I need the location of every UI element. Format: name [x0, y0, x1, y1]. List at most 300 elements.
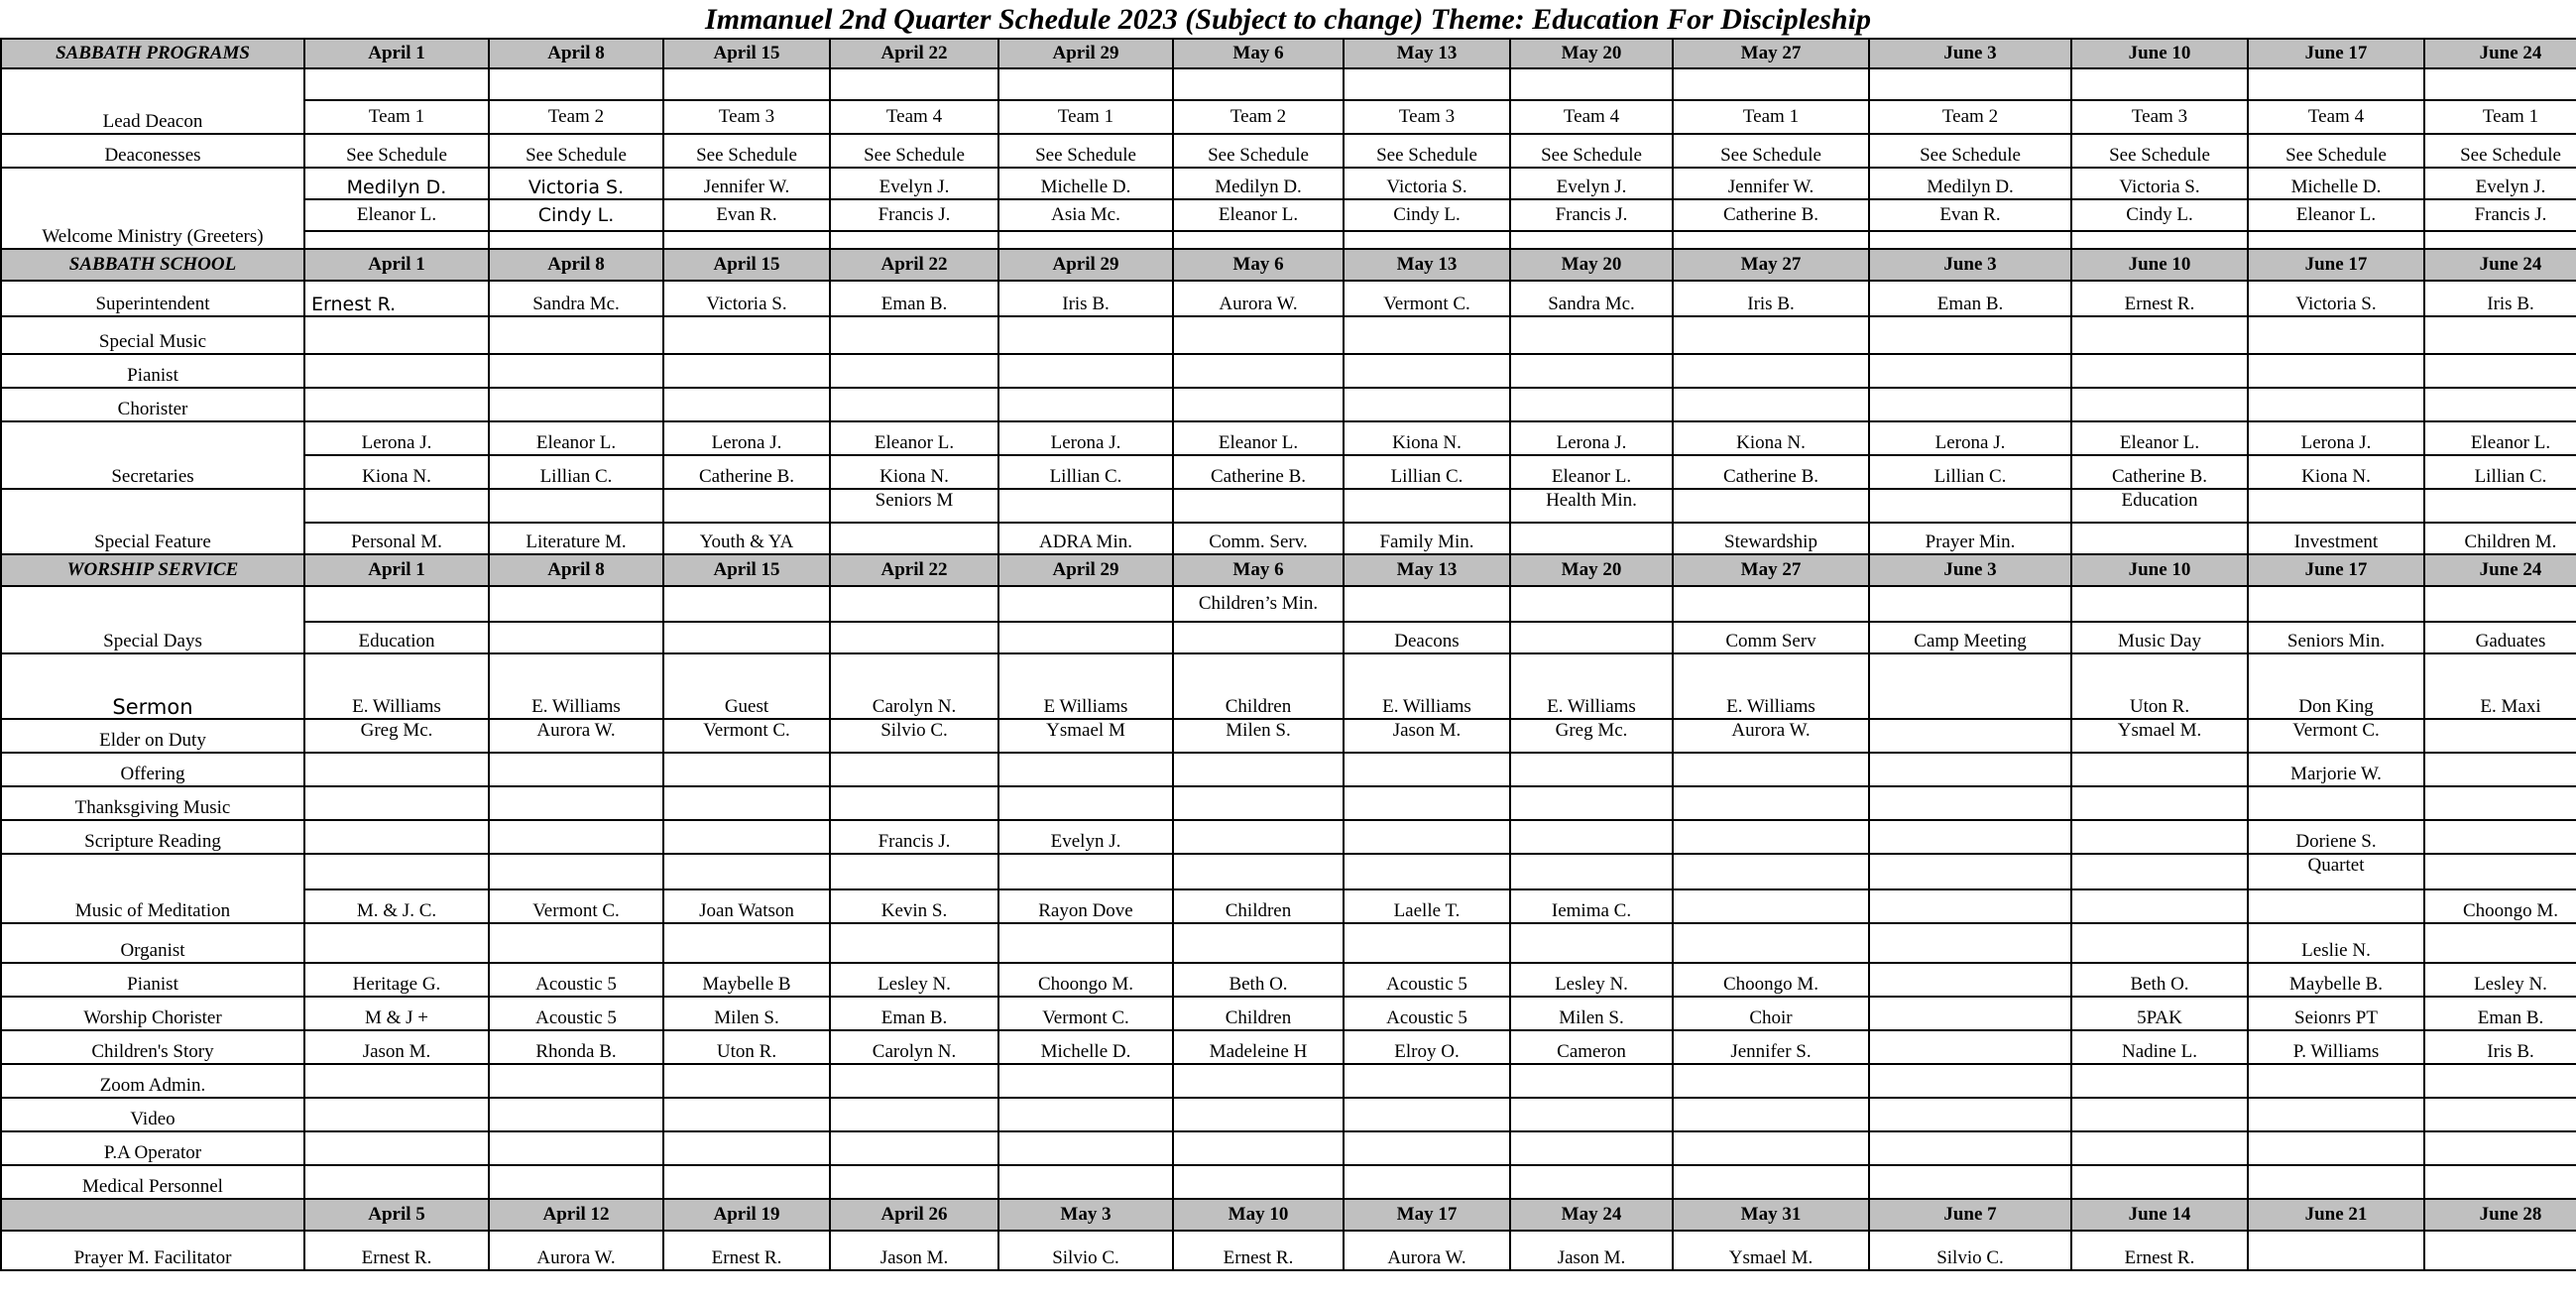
- schedule-table: [0, 38, 2576, 1271]
- schedule-cell: Camp Meeting: [1869, 622, 2071, 653]
- date-header: May 10: [1173, 1199, 1344, 1231]
- schedule-cell: 5PAK: [2071, 997, 2248, 1030]
- schedule-cell: E Williams: [998, 653, 1173, 719]
- row-label: Thanksgiving Music: [1, 786, 304, 820]
- table-row: [1, 455, 2576, 489]
- schedule-cell: Acoustic 5: [1344, 997, 1510, 1030]
- schedule-cell: [304, 923, 489, 963]
- schedule-cell: See Schedule: [663, 134, 830, 168]
- schedule-cell: [830, 586, 998, 622]
- schedule-cell: [830, 1098, 998, 1131]
- schedule-cell: See Schedule: [2071, 134, 2248, 168]
- schedule-cell: Rhonda B.: [489, 1030, 663, 1064]
- schedule-cell: [1510, 753, 1673, 786]
- row-label: Deaconesses: [1, 134, 304, 168]
- schedule-cell: [830, 622, 998, 653]
- schedule-cell: Kiona N.: [1673, 421, 1869, 455]
- schedule-cell: See Schedule: [2424, 134, 2576, 168]
- schedule-cell: [489, 231, 663, 249]
- schedule-cell: Evelyn J.: [1510, 168, 1673, 199]
- schedule-cell: [2424, 586, 2576, 622]
- schedule-cell: [998, 1064, 1173, 1098]
- date-header: June 10: [2071, 554, 2248, 586]
- schedule-cell: Carolyn N.: [830, 1030, 998, 1064]
- schedule-cell: [2424, 68, 2576, 100]
- schedule-cell: [489, 923, 663, 963]
- schedule-cell: Vermont C.: [998, 997, 1173, 1030]
- schedule-cell: [1173, 388, 1344, 421]
- schedule-cell: Guest: [663, 653, 830, 719]
- schedule-cell: Quartet: [2248, 854, 2424, 889]
- schedule-cell: [998, 786, 1173, 820]
- schedule-cell: [998, 354, 1173, 388]
- date-header: April 12: [489, 1199, 663, 1231]
- date-header: April 22: [830, 249, 998, 281]
- date-header: June 24: [2424, 249, 2576, 281]
- schedule-cell: Michelle D.: [998, 168, 1173, 199]
- schedule-cell: Education: [2071, 489, 2248, 523]
- schedule-cell: [830, 231, 998, 249]
- schedule-cell: [2071, 523, 2248, 554]
- section-title: WORSHIP SERVICE: [1, 554, 304, 586]
- schedule-cell: Aurora W.: [489, 1231, 663, 1270]
- table-row: [1, 719, 2576, 753]
- schedule-cell: Children’s Min.: [1173, 586, 1344, 622]
- schedule-cell: [1344, 786, 1510, 820]
- schedule-cell: Ysmael M.: [1673, 1231, 1869, 1270]
- schedule-cell: [1510, 1098, 1673, 1131]
- schedule-cell: [2424, 854, 2576, 889]
- schedule-cell: [1510, 68, 1673, 100]
- schedule-cell: Francis J.: [830, 199, 998, 231]
- date-header: May 20: [1510, 554, 1673, 586]
- schedule-cell: Cindy L.: [489, 199, 663, 231]
- schedule-cell: [998, 923, 1173, 963]
- schedule-cell: [2248, 489, 2424, 523]
- schedule-cell: [1173, 1131, 1344, 1165]
- schedule-cell: [1869, 388, 2071, 421]
- schedule-cell: Maybelle B.: [2248, 963, 2424, 997]
- schedule-cell: E. Williams: [304, 653, 489, 719]
- schedule-cell: [1869, 1030, 2071, 1064]
- schedule-cell: See Schedule: [998, 134, 1173, 168]
- schedule-cell: [1510, 388, 1673, 421]
- schedule-cell: Victoria S.: [1344, 168, 1510, 199]
- schedule-cell: [1344, 854, 1510, 889]
- schedule-cell: [663, 753, 830, 786]
- schedule-cell: [2071, 1165, 2248, 1199]
- schedule-cell: Ernest R.: [2071, 281, 2248, 316]
- date-header: May 6: [1173, 39, 1344, 68]
- schedule-cell: Lillian C.: [1344, 455, 1510, 489]
- row-label: Welcome Ministry (Greeters): [1, 168, 304, 249]
- schedule-cell: [1173, 1165, 1344, 1199]
- schedule-cell: Asia Mc.: [998, 199, 1173, 231]
- schedule-cell: [1673, 786, 1869, 820]
- schedule-cell: [830, 786, 998, 820]
- schedule-cell: [489, 854, 663, 889]
- schedule-cell: [663, 586, 830, 622]
- schedule-cell: Greg Mc.: [1510, 719, 1673, 753]
- schedule-cell: Lillian C.: [2424, 455, 2576, 489]
- schedule-cell: See Schedule: [304, 134, 489, 168]
- section-header-row: [1, 1199, 2576, 1231]
- date-header: April 22: [830, 554, 998, 586]
- table-row: [1, 354, 2576, 388]
- schedule-cell: [1869, 316, 2071, 354]
- schedule-cell: [489, 1064, 663, 1098]
- schedule-cell: Joan Watson: [663, 889, 830, 923]
- schedule-cell: Comm Serv: [1673, 622, 1869, 653]
- schedule-cell: [2071, 753, 2248, 786]
- schedule-cell: Greg Mc.: [304, 719, 489, 753]
- date-header: May 27: [1673, 554, 1869, 586]
- schedule-cell: [1869, 854, 2071, 889]
- schedule-cell: [2424, 923, 2576, 963]
- schedule-cell: E. Williams: [489, 653, 663, 719]
- schedule-cell: Choir: [1673, 997, 1869, 1030]
- schedule-cell: Seniors M: [830, 489, 998, 523]
- schedule-cell: [2071, 1098, 2248, 1131]
- schedule-cell: [1869, 1131, 2071, 1165]
- schedule-cell: [1673, 753, 1869, 786]
- schedule-cell: [2248, 1231, 2424, 1270]
- schedule-cell: [304, 786, 489, 820]
- row-label: P.A Operator: [1, 1131, 304, 1165]
- schedule-cell: [663, 1064, 830, 1098]
- date-header: April 29: [998, 249, 1173, 281]
- row-label: Superintendent: [1, 281, 304, 316]
- schedule-cell: Team 4: [1510, 100, 1673, 134]
- schedule-cell: [489, 489, 663, 523]
- schedule-cell: [830, 316, 998, 354]
- schedule-cell: [304, 820, 489, 854]
- schedule-cell: [663, 786, 830, 820]
- table-row: [1, 820, 2576, 854]
- row-label: Secretaries: [1, 421, 304, 489]
- schedule-cell: [1869, 997, 2071, 1030]
- row-label: Zoom Admin.: [1, 1064, 304, 1098]
- schedule-cell: [2424, 231, 2576, 249]
- date-header: April 1: [304, 249, 489, 281]
- schedule-cell: [663, 68, 830, 100]
- schedule-cell: Ernest R.: [663, 1231, 830, 1270]
- schedule-cell: [489, 586, 663, 622]
- schedule-cell: [489, 622, 663, 653]
- schedule-cell: Medilyn D.: [304, 168, 489, 199]
- table-row: [1, 100, 2576, 134]
- schedule-cell: Jason M.: [1510, 1231, 1673, 1270]
- schedule-cell: [830, 354, 998, 388]
- date-header: May 27: [1673, 249, 1869, 281]
- schedule-cell: [1173, 854, 1344, 889]
- schedule-cell: Iris B.: [998, 281, 1173, 316]
- row-label: Music of Meditation: [1, 854, 304, 923]
- schedule-cell: Eman B.: [830, 281, 998, 316]
- schedule-cell: Vermont C.: [1344, 281, 1510, 316]
- schedule-cell: [1344, 1131, 1510, 1165]
- schedule-cell: [2071, 388, 2248, 421]
- schedule-cell: [1173, 354, 1344, 388]
- schedule-cell: [1173, 68, 1344, 100]
- schedule-cell: [1673, 316, 1869, 354]
- schedule-cell: P. Williams: [2248, 1030, 2424, 1064]
- date-header: June 7: [1869, 1199, 2071, 1231]
- schedule-cell: Acoustic 5: [489, 963, 663, 997]
- schedule-cell: [1869, 1165, 2071, 1199]
- schedule-cell: Youth & YA: [663, 523, 830, 554]
- schedule-cell: Aurora W.: [1344, 1231, 1510, 1270]
- table-row: [1, 489, 2576, 523]
- schedule-cell: [998, 489, 1173, 523]
- schedule-cell: [1344, 820, 1510, 854]
- schedule-cell: [489, 1098, 663, 1131]
- schedule-cell: [2248, 786, 2424, 820]
- schedule-cell: Madeleine H: [1173, 1030, 1344, 1064]
- schedule-cell: [998, 854, 1173, 889]
- schedule-cell: [2248, 354, 2424, 388]
- schedule-cell: Ysmael M.: [2071, 719, 2248, 753]
- schedule-cell: Francis J.: [830, 820, 998, 854]
- schedule-cell: Children: [1173, 653, 1344, 719]
- schedule-cell: [1673, 388, 1869, 421]
- date-header: May 27: [1673, 39, 1869, 68]
- schedule-cell: [1510, 586, 1673, 622]
- schedule-cell: Seniors Min.: [2248, 622, 2424, 653]
- schedule-cell: Lerona J.: [998, 421, 1173, 455]
- schedule-cell: [2071, 889, 2248, 923]
- schedule-cell: Children: [1173, 997, 1344, 1030]
- schedule-cell: [489, 388, 663, 421]
- schedule-cell: [2071, 1064, 2248, 1098]
- schedule-cell: [1869, 231, 2071, 249]
- schedule-cell: Team 3: [2071, 100, 2248, 134]
- schedule-cell: Stewardship: [1673, 523, 1869, 554]
- schedule-cell: [2248, 1098, 2424, 1131]
- table-row: [1, 586, 2576, 622]
- schedule-cell: Literature M.: [489, 523, 663, 554]
- schedule-cell: [1344, 1064, 1510, 1098]
- schedule-cell: Ernest R.: [2071, 1231, 2248, 1270]
- schedule-cell: [1673, 889, 1869, 923]
- table-row: [1, 1231, 2576, 1270]
- schedule-cell: [1869, 719, 2071, 753]
- schedule-cell: [489, 1131, 663, 1165]
- schedule-cell: [998, 622, 1173, 653]
- row-label: Chorister: [1, 388, 304, 421]
- date-header: April 26: [830, 1199, 998, 1231]
- schedule-cell: Ernest R.: [1173, 1231, 1344, 1270]
- schedule-cell: Eman B.: [2424, 997, 2576, 1030]
- schedule-cell: Evelyn J.: [830, 168, 998, 199]
- row-label: Special Feature: [1, 489, 304, 554]
- schedule-cell: Michelle D.: [998, 1030, 1173, 1064]
- schedule-cell: [1344, 1165, 1510, 1199]
- schedule-cell: [2424, 719, 2576, 753]
- schedule-cell: E. Maxi: [2424, 653, 2576, 719]
- date-header: May 17: [1344, 1199, 1510, 1231]
- date-header: April 15: [663, 39, 830, 68]
- schedule-cell: Team 1: [1673, 100, 1869, 134]
- schedule-cell: [1869, 653, 2071, 719]
- row-label: Scripture Reading: [1, 820, 304, 854]
- schedule-cell: Cameron: [1510, 1030, 1673, 1064]
- date-header: June 24: [2424, 554, 2576, 586]
- schedule-cell: [663, 354, 830, 388]
- table-row: [1, 963, 2576, 997]
- table-row: [1, 786, 2576, 820]
- schedule-cell: Acoustic 5: [1344, 963, 1510, 997]
- schedule-cell: Eleanor L.: [1510, 455, 1673, 489]
- schedule-cell: Victoria S.: [2071, 168, 2248, 199]
- schedule-cell: Choongo M.: [1673, 963, 1869, 997]
- date-header: May 6: [1173, 554, 1344, 586]
- schedule-cell: Evan R.: [663, 199, 830, 231]
- schedule-cell: [663, 388, 830, 421]
- schedule-cell: See Schedule: [830, 134, 998, 168]
- schedule-cell: [489, 68, 663, 100]
- table-row: [1, 199, 2576, 231]
- date-header: June 14: [2071, 1199, 2248, 1231]
- schedule-cell: Education: [304, 622, 489, 653]
- schedule-cell: [2248, 1165, 2424, 1199]
- table-row: [1, 1165, 2576, 1199]
- table-row: [1, 923, 2576, 963]
- schedule-cell: Maybelle B: [663, 963, 830, 997]
- schedule-cell: Catherine B.: [1673, 199, 1869, 231]
- schedule-cell: Marjorie W.: [2248, 753, 2424, 786]
- schedule-cell: Silvio C.: [830, 719, 998, 753]
- schedule-cell: [2071, 923, 2248, 963]
- row-label: Pianist: [1, 963, 304, 997]
- schedule-cell: Aurora W.: [1173, 281, 1344, 316]
- schedule-cell: [1673, 231, 1869, 249]
- schedule-cell: Evan R.: [1869, 199, 2071, 231]
- row-label: Pianist: [1, 354, 304, 388]
- date-header: May 13: [1344, 554, 1510, 586]
- schedule-cell: [304, 354, 489, 388]
- schedule-cell: [663, 622, 830, 653]
- schedule-cell: Heritage G.: [304, 963, 489, 997]
- table-row: [1, 1064, 2576, 1098]
- schedule-cell: [2424, 1231, 2576, 1270]
- table-row: [1, 1030, 2576, 1064]
- table-row: [1, 753, 2576, 786]
- schedule-cell: Personal M.: [304, 523, 489, 554]
- schedule-cell: Medilyn D.: [1869, 168, 2071, 199]
- date-header: April 5: [304, 1199, 489, 1231]
- date-header: May 3: [998, 1199, 1173, 1231]
- schedule-cell: Kiona N.: [830, 455, 998, 489]
- schedule-cell: [1510, 923, 1673, 963]
- schedule-cell: [2424, 786, 2576, 820]
- schedule-cell: [2424, 1131, 2576, 1165]
- date-header: June 10: [2071, 39, 2248, 68]
- schedule-cell: Vermont C.: [489, 889, 663, 923]
- schedule-cell: [830, 923, 998, 963]
- schedule-cell: Sandra Mc.: [1510, 281, 1673, 316]
- schedule-cell: Cindy L.: [1344, 199, 1510, 231]
- schedule-cell: [830, 1064, 998, 1098]
- schedule-cell: [489, 820, 663, 854]
- schedule-cell: [998, 753, 1173, 786]
- schedule-cell: Team 4: [830, 100, 998, 134]
- schedule-cell: E. Williams: [1344, 653, 1510, 719]
- schedule-cell: [663, 316, 830, 354]
- schedule-cell: [1510, 1165, 1673, 1199]
- schedule-cell: Jason M.: [1344, 719, 1510, 753]
- date-header: May 6: [1173, 249, 1344, 281]
- schedule-cell: [1344, 68, 1510, 100]
- schedule-cell: [1510, 820, 1673, 854]
- section-title: SABBATH SCHOOL: [1, 249, 304, 281]
- schedule-cell: Lerona J.: [1869, 421, 2071, 455]
- schedule-cell: Victoria S.: [663, 281, 830, 316]
- schedule-cell: Cindy L.: [2071, 199, 2248, 231]
- schedule-cell: Silvio C.: [998, 1231, 1173, 1270]
- date-header: April 1: [304, 39, 489, 68]
- schedule-cell: Eleanor L.: [2248, 199, 2424, 231]
- schedule-cell: [1344, 388, 1510, 421]
- schedule-cell: [1344, 354, 1510, 388]
- schedule-cell: [304, 1131, 489, 1165]
- schedule-cell: See Schedule: [1673, 134, 1869, 168]
- schedule-cell: [1673, 854, 1869, 889]
- schedule-cell: [830, 1131, 998, 1165]
- schedule-cell: Eman B.: [1869, 281, 2071, 316]
- schedule-cell: Evelyn J.: [2424, 168, 2576, 199]
- schedule-cell: Lerona J.: [2248, 421, 2424, 455]
- schedule-cell: [2424, 1165, 2576, 1199]
- schedule-cell: [663, 820, 830, 854]
- schedule-cell: [2424, 1098, 2576, 1131]
- schedule-cell: [1173, 622, 1344, 653]
- date-header: April 8: [489, 249, 663, 281]
- schedule-cell: [1673, 1064, 1869, 1098]
- schedule-cell: [2424, 820, 2576, 854]
- schedule-cell: Jason M.: [304, 1030, 489, 1064]
- schedule-cell: Michelle D.: [2248, 168, 2424, 199]
- schedule-cell: [2248, 316, 2424, 354]
- schedule-cell: Seionrs PT: [2248, 997, 2424, 1030]
- schedule-cell: [1869, 489, 2071, 523]
- schedule-cell: Carolyn N.: [830, 653, 998, 719]
- date-header: June 3: [1869, 554, 2071, 586]
- schedule-cell: [1344, 753, 1510, 786]
- schedule-cell: [998, 316, 1173, 354]
- schedule-cell: [2424, 316, 2576, 354]
- schedule-cell: Jennifer S.: [1673, 1030, 1869, 1064]
- schedule-cell: Team 1: [2424, 100, 2576, 134]
- schedule-cell: Eleanor L.: [2071, 421, 2248, 455]
- schedule-cell: M. & J. C.: [304, 889, 489, 923]
- table-row: [1, 281, 2576, 316]
- date-header: April 15: [663, 249, 830, 281]
- table-row: [1, 421, 2576, 455]
- table-row: [1, 653, 2576, 719]
- schedule-cell: [2424, 753, 2576, 786]
- schedule-cell: [830, 523, 998, 554]
- date-header: June 17: [2248, 554, 2424, 586]
- schedule-cell: Iris B.: [2424, 1030, 2576, 1064]
- schedule-cell: [1510, 316, 1673, 354]
- schedule-cell: Team 1: [998, 100, 1173, 134]
- table-row: [1, 388, 2576, 421]
- schedule-cell: [1344, 489, 1510, 523]
- schedule-cell: Team 1: [304, 100, 489, 134]
- schedule-cell: Aurora W.: [489, 719, 663, 753]
- schedule-cell: [1344, 923, 1510, 963]
